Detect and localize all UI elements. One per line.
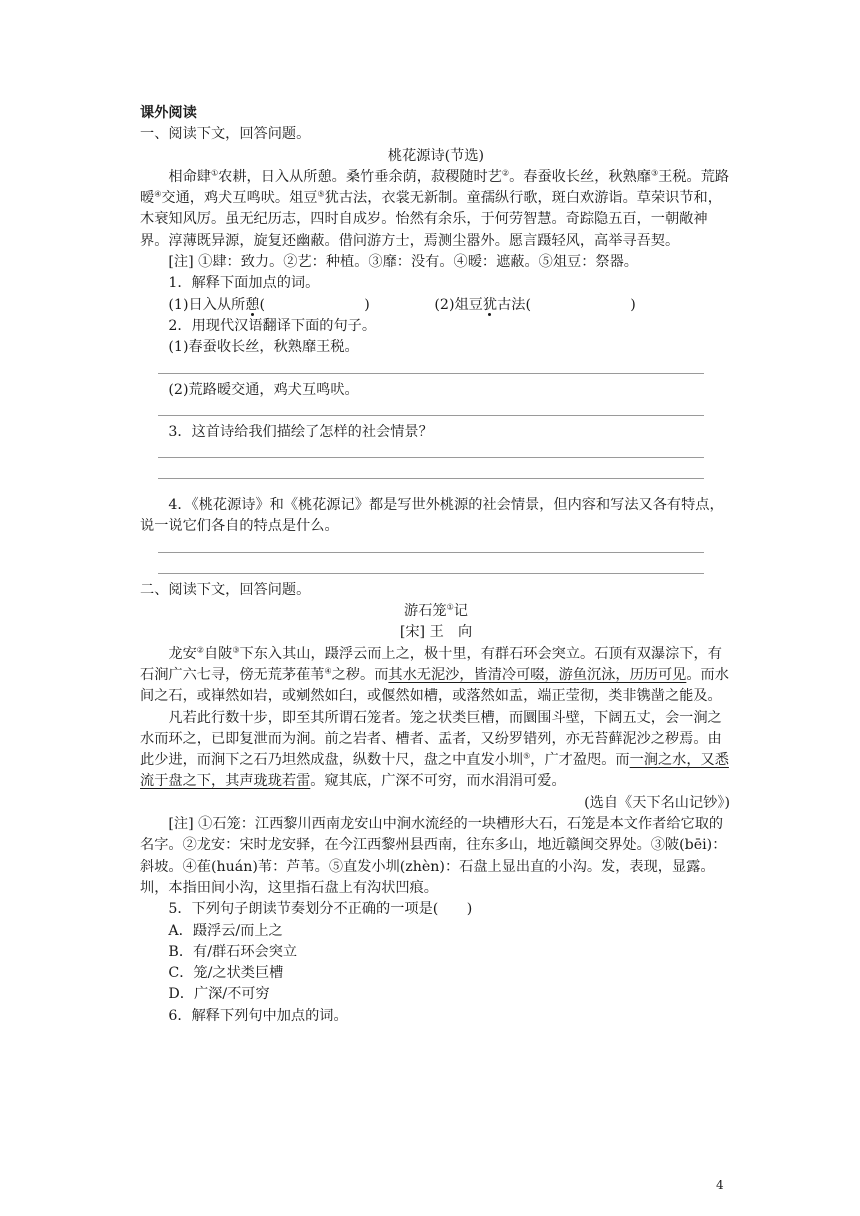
section-title: 课外阅读	[140, 105, 197, 121]
answer-line[interactable]	[158, 359, 704, 380]
essay-note: [注] ①石笼：江西黎川西南龙安山中涧水流经的一块槽形大石，石笼是本文作者给它取的名字。②龙安：宋时龙安驿，在今江西黎州县西南，往东多山，地近赣闽交界处。③陂(bēi)：斜坡。④萑(huán)苇：芦苇。⑤直发小圳(zhèn)：石盘上显出直的小沟。发，表现，显露。圳，本指田间小沟，这里指石盘上有沟状凹痕。	[140, 816, 727, 896]
essay-paragraph-2: 凡若此行数十步，即至其所谓石笼者。笼之状类巨槽，而圜围斗壁，下阔五丈，会一涧之水而环之，已即复泄而为涧。前之岩者、槽者、盂者，又纷罗错列，亦无苔藓泥沙之秽焉。由此少进，而涧下之石乃坦然成盘，纵数十尺，盘之中直发小圳⑤，广才盈咫。而一涧之水，又悉流于盘之下，其声珑珑若雷。窥其底，广深不可穷，而水涓涓可爱。	[140, 709, 729, 790]
underlined-sentence: 其水无泥沙，皆清冷可啜，游鱼沉泳，历历可见	[388, 666, 687, 683]
question-5-option-a[interactable]: A．蹑浮云/而上之	[168, 922, 283, 939]
question-3-prompt: 3．这首诗给我们描绘了怎样的社会情景？	[168, 423, 433, 440]
essay-source: (选自《天下名山记钞》)	[584, 794, 730, 811]
dotted-word: 犹	[482, 296, 498, 313]
answer-line[interactable]	[158, 401, 704, 422]
question-5-option-c[interactable]: C．笼/之状类巨槽	[168, 965, 284, 982]
part2-heading: 二、阅读下文，回答问题。	[140, 581, 311, 598]
essay-paragraph-1: 龙安②自陂③下东入其山，蹑浮云而上之，极十里，有群石环会突立。石顶有双瀑淙下，有石涧广六七寻，傍无荒茅萑苇④之秽。而其水无泥沙，皆清冷可啜，游鱼沉泳，历历可见。而水间之石，或嵂然如岩，或剜然如臼，或偃然如槽，或落然如盂，端正莹彻，类非镌凿之能及。	[140, 644, 729, 705]
question-5-prompt: 5．下列句子朗读节奏划分不正确的一项是( )	[168, 901, 473, 918]
question-2-prompt: 2．用现代汉语翻译下面的句子。	[168, 317, 377, 334]
question-1-item-b: (2)俎豆犹古法( )	[434, 296, 636, 313]
part1-heading: 一、阅读下文，回答问题。	[140, 126, 311, 143]
question-4-prompt: 4．《桃花源诗》和《桃花源记》都是写世外桃源的社会情景，但内容和写法又各有特点，说一说它们各自的特点是什么。	[140, 497, 724, 535]
question-1-items	[140, 295, 732, 316]
question-5-option-b[interactable]: B．有/群石环会突立	[168, 943, 298, 960]
question-6-prompt: 6．解释下列句中加点的词。	[168, 1007, 348, 1024]
question-1-prompt: 1．解释下面加点的词。	[168, 275, 320, 292]
dotted-word: 憩	[245, 296, 260, 313]
answer-line[interactable]	[158, 443, 704, 464]
answer-line[interactable]	[158, 538, 704, 559]
question-5-option-d[interactable]: D．广深/不可穷	[168, 986, 270, 1003]
question-1-item-a: (1)日入从所憩( )	[168, 296, 370, 313]
page-content	[140, 103, 732, 1027]
answer-line[interactable]	[158, 464, 704, 485]
essay-title: 游石笼①记	[404, 602, 468, 620]
page-number: 4	[716, 1178, 724, 1192]
poem-note: [注] ①肆：致力。②艺：种植。③靡：没有。④暧：遮蔽。⑤俎豆：祭器。	[168, 254, 638, 271]
poem-text: 相命肆①农耕，日入从所憩。桑竹垂余荫，菽稷随时艺②。春蚕收长丝，秋熟靡③王税。荒路暧④交通，鸡犬互鸣吠。俎豆⑤犹古法，衣裳无新制。童孺纵行歌，斑白欢游诣。草荣识节和，木衰知风厉。虽无纪历志，四时自成岁。怡然有余乐，于何劳智慧。奇踪隐五百，一朝敞神界。淳薄既异源，旋复还幽蔽。借问游方士，焉测尘嚣外。愿言蹑轻风，高举寻吾契。	[140, 168, 730, 249]
poem-title: 桃花源诗(节选)	[387, 147, 485, 164]
question-2-item-b: (2)荒路暧交通，鸡犬互鸣吠。	[168, 381, 359, 398]
essay-author: [宋] 王 向	[399, 624, 473, 641]
answer-line[interactable]	[158, 559, 704, 580]
underlined-sentence: 一涧之水，又悉流于盘之下，其声珑珑若雷	[140, 752, 729, 790]
question-2-item-a: (1)春蚕收长丝，秋熟靡王税。	[168, 339, 359, 356]
